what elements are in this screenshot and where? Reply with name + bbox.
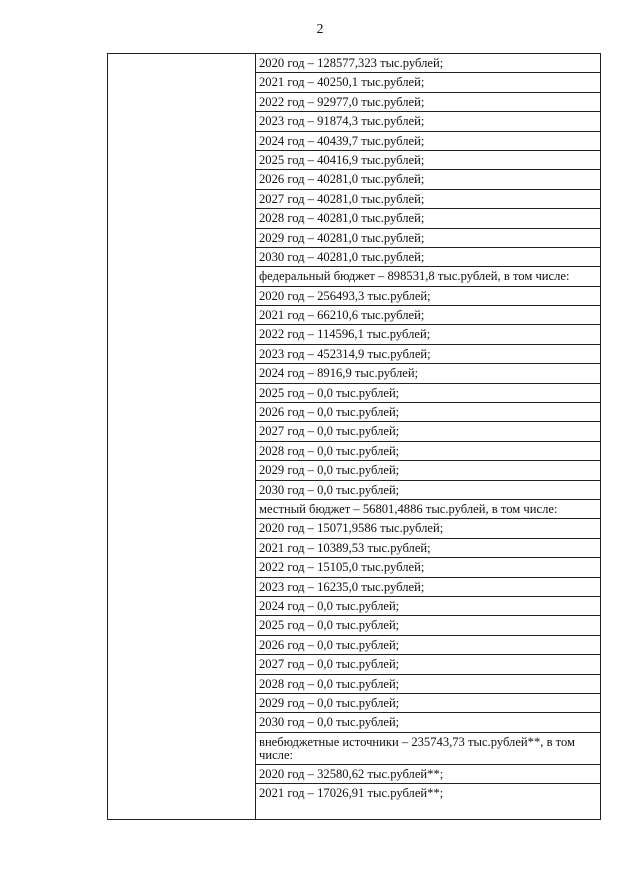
table-row: 2023 год – 16235,0 тыс.рублей; (256, 578, 600, 597)
section-heading-local-budget: местный бюджет – 56801,4886 тыс.рублей, в том числе: (256, 500, 600, 519)
table-row: 2021 год – 17026,91 тыс.рублей**; (259, 786, 444, 801)
table-row: 2020 год – 128577,323 тыс.рублей; (256, 54, 600, 73)
table-row: 2028 год – 0,0 тыс.рублей; (256, 675, 600, 694)
funding-table (107, 53, 601, 820)
table-row: 2023 год – 452314,9 тыс.рублей; (256, 345, 600, 364)
table-row: 2023 год – 91874,3 тыс.рублей; (256, 112, 600, 131)
table-row: 2024 год – 0,0 тыс.рублей; (256, 597, 600, 616)
table-row: 2030 год – 0,0 тыс.рублей; (256, 713, 600, 732)
section-heading-federal-budget: федеральный бюджет – 898531,8 тыс.рублей, в том числе: (256, 267, 600, 286)
section-heading-extrabudgetary: внебюджетные источники – 235743,73 тыс.рублей**, в том числе: (256, 733, 600, 765)
table-row: 2026 год – 0,0 тыс.рублей; (256, 636, 600, 655)
table-left-column (108, 54, 256, 819)
table-row: 2027 год – 40281,0 тыс.рублей; (256, 190, 600, 209)
table-row: 2026 год – 40281,0 тыс.рублей; (256, 170, 600, 189)
table-row: 2027 год – 0,0 тыс.рублей; (256, 655, 600, 674)
table-row: 2024 год – 40439,7 тыс.рублей; (256, 132, 600, 151)
table-row: 2021 год – 10389,53 тыс.рублей; (256, 539, 600, 558)
table-row: 2025 год – 40416,9 тыс.рублей; (256, 151, 600, 170)
table-row: 2029 год – 0,0 тыс.рублей; (256, 461, 600, 480)
table-row: 2024 год – 8916,9 тыс.рублей; (256, 364, 600, 383)
table-row: 2028 год – 40281,0 тыс.рублей; (256, 209, 600, 228)
table-row: 2020 год – 32580,62 тыс.рублей**; (256, 765, 600, 784)
table-row: 2030 год – 0,0 тыс.рублей; (256, 481, 600, 500)
table-row: 2020 год – 256493,3 тыс.рублей; (256, 287, 600, 306)
table-row: 2022 год – 92977,0 тыс.рублей; (256, 93, 600, 112)
table-row: 2022 год – 114596,1 тыс.рублей; (256, 325, 600, 344)
table-row: 2028 год – 0,0 тыс.рублей; (256, 442, 600, 461)
table-row: 2022 год – 15105,0 тыс.рублей; (256, 558, 600, 577)
table-row: 2029 год – 0,0 тыс.рублей; (256, 694, 600, 713)
table-row: 2025 год – 0,0 тыс.рублей; (256, 616, 600, 635)
table-row: 2030 год – 40281,0 тыс.рублей; (256, 248, 600, 267)
table-row: 2021 год – 40250,1 тыс.рублей; (256, 73, 600, 92)
table-row: 2020 год – 15071,9586 тыс.рублей; (256, 519, 600, 538)
page-number: 2 (316, 22, 324, 37)
table-row: 2029 год – 40281,0 тыс.рублей; (256, 229, 600, 248)
table-row: 2021 год – 66210,6 тыс.рублей; (256, 306, 600, 325)
table-row: 2026 год – 0,0 тыс.рублей; (256, 403, 600, 422)
table-right-column (256, 54, 600, 819)
table-row: 2027 год – 0,0 тыс.рублей; (256, 422, 600, 441)
table-row: 2025 год – 0,0 тыс.рублей; (256, 384, 600, 403)
